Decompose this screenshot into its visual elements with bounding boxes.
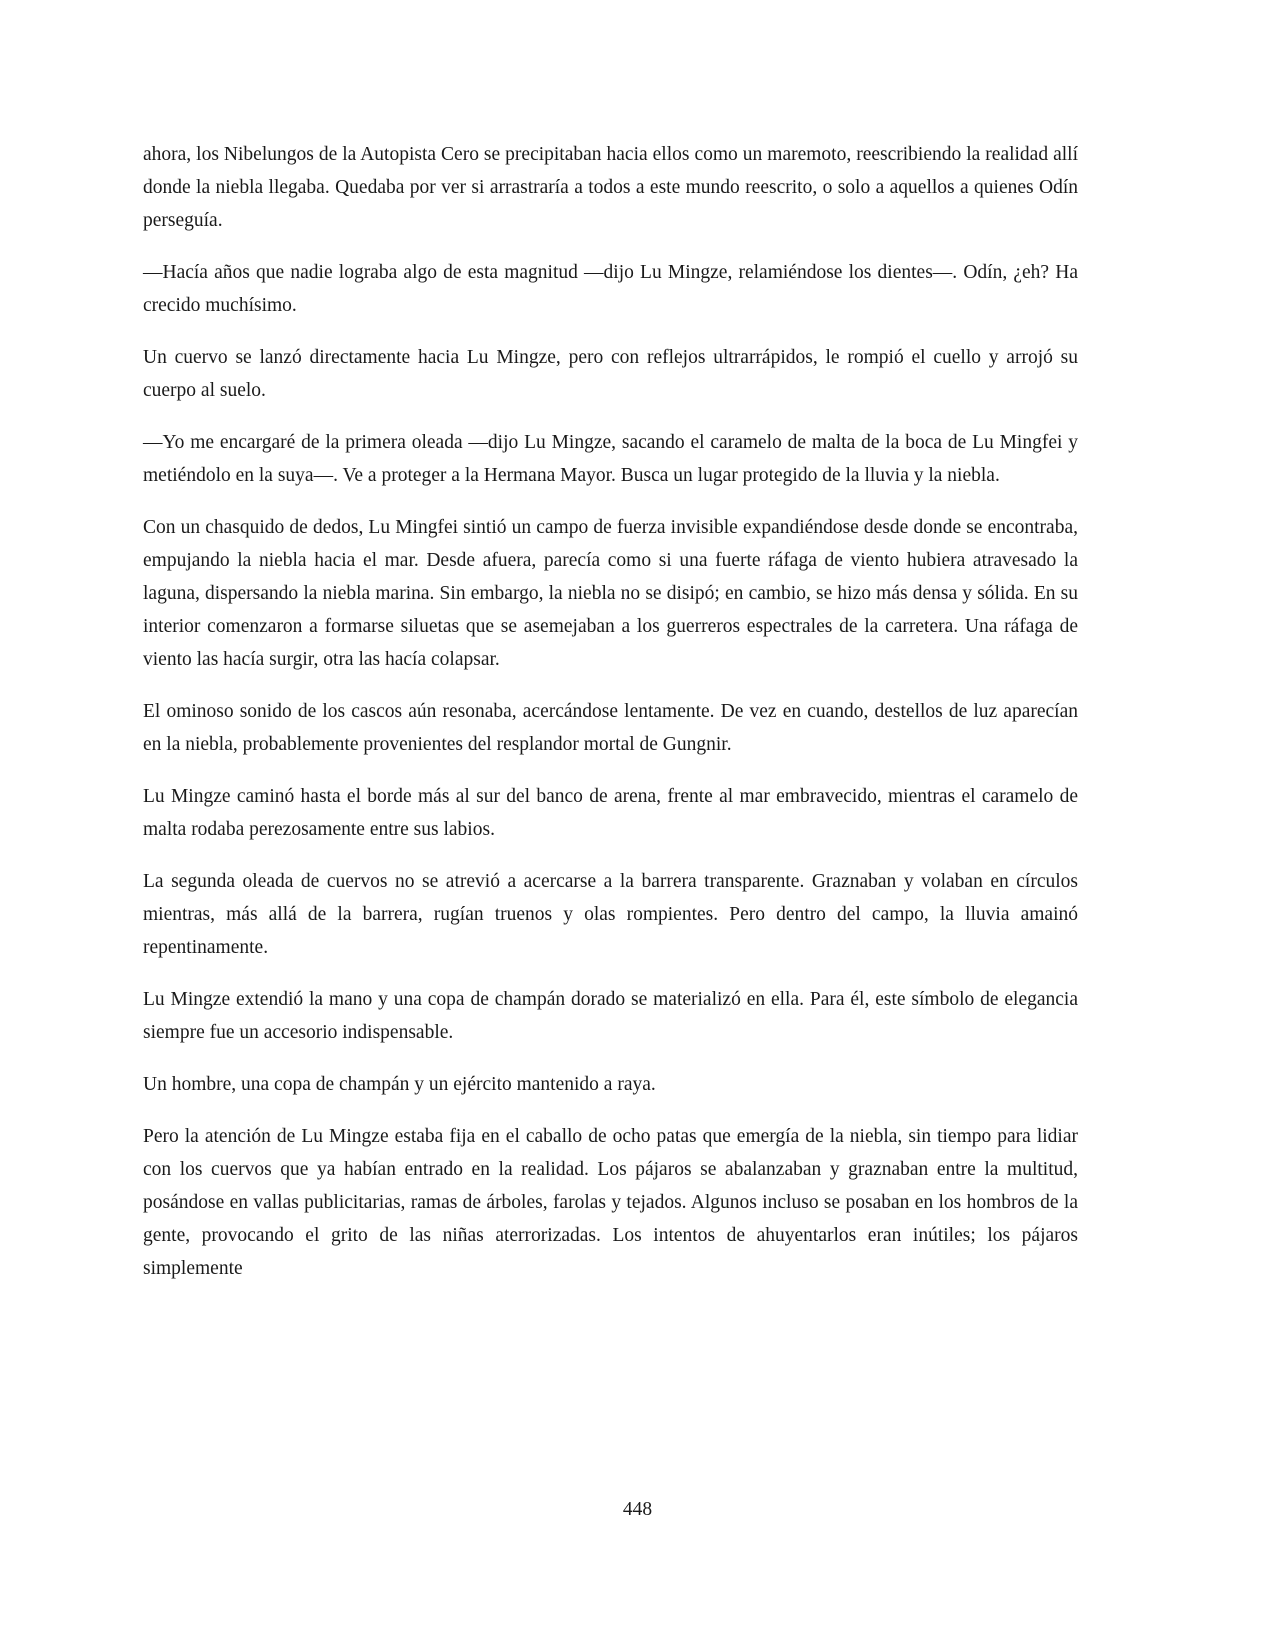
paragraph: —Hacía años que nadie lograba algo de esta magnitud —dijo Lu Mingze, relamiéndose los dientes—. Odín, ¿eh? Ha crecido muchísimo. <box>143 262 1078 316</box>
paragraph: Pero la atención de Lu Mingze estaba fija en el caballo de ocho patas que emergía de la niebla, sin tiempo para lidiar con los cuervos que ya habían entrado en la realidad. Los pájaros se abalanzaban y graznaban entre la multitud, posándose en vallas publicitarias, ramas de árboles, farolas y tejados. Algunos incluso se posaban en los hombros de la gente, provocando el grito de las niñas aterrorizadas. Los intentos de ahuyentarlos eran inútiles; los pájaros simplemente <box>143 1126 1078 1279</box>
paragraph: La segunda oleada de cuervos no se atrevió a acercarse a la barrera transparente. Graznaban y volaban en círculos mientras, más allá de la barrera, rugían truenos y olas rompientes. Pero dentro del campo, la lluvia amainó repentinamente. <box>143 871 1078 958</box>
paragraph: Lu Mingze extendió la mano y una copa de champán dorado se materializó en ella. Para él, este símbolo de elegancia siempre fue un accesorio indispensable. <box>143 989 1078 1043</box>
paragraph: —Yo me encargaré de la primera oleada —dijo Lu Mingze, sacando el caramelo de malta de la boca de Lu Mingfei y metiéndolo en la suya—. Ve a proteger a la Hermana Mayor. Busca un lugar protegido de la lluvia y la niebla. <box>143 432 1078 486</box>
paragraph: Lu Mingze caminó hasta el borde más al sur del banco de arena, frente al mar embravecido, mientras el caramelo de malta rodaba perezosamente entre sus labios. <box>143 786 1078 840</box>
paragraph: Un hombre, una copa de champán y un ejército mantenido a raya. <box>143 1074 656 1095</box>
paragraph: ahora, los Nibelungos de la Autopista Cero se precipitaban hacia ellos como un maremoto, reescribiendo la realidad allí donde la niebla llegaba. Quedaba por ver si arrastraría a todos a este mundo reescrito, o solo a aquellos a quienes Odín perseguía. <box>143 144 1078 231</box>
paragraph: El ominoso sonido de los cascos aún resonaba, acercándose lentamente. De vez en cuando, destellos de luz aparecían en la niebla, probablemente provenientes del resplandor mortal de Gungnir. <box>143 701 1078 755</box>
page-number: 448 <box>622 1499 653 1520</box>
paragraph: Un cuervo se lanzó directamente hacia Lu Mingze, pero con reflejos ultrarrápidos, le rompió el cuello y arrojó su cuerpo al suelo. <box>143 347 1078 401</box>
paragraph: Con un chasquido de dedos, Lu Mingfei sintió un campo de fuerza invisible expandiéndose desde donde se encontraba, empujando la niebla hacia el mar. Desde afuera, parecía como si una fuerte ráfaga de viento hubiera atravesado la laguna, dispersando la niebla marina. Sin embargo, la niebla no se disipó; en cambio, se hizo más densa y sólida. En su interior comenzaron a formarse siluetas que se asemejaban a los guerreros espectrales de la carretera. Una ráfaga de viento las hacía surgir, otra las hacía colapsar. <box>143 517 1078 670</box>
text-block <box>143 138 1078 1304</box>
